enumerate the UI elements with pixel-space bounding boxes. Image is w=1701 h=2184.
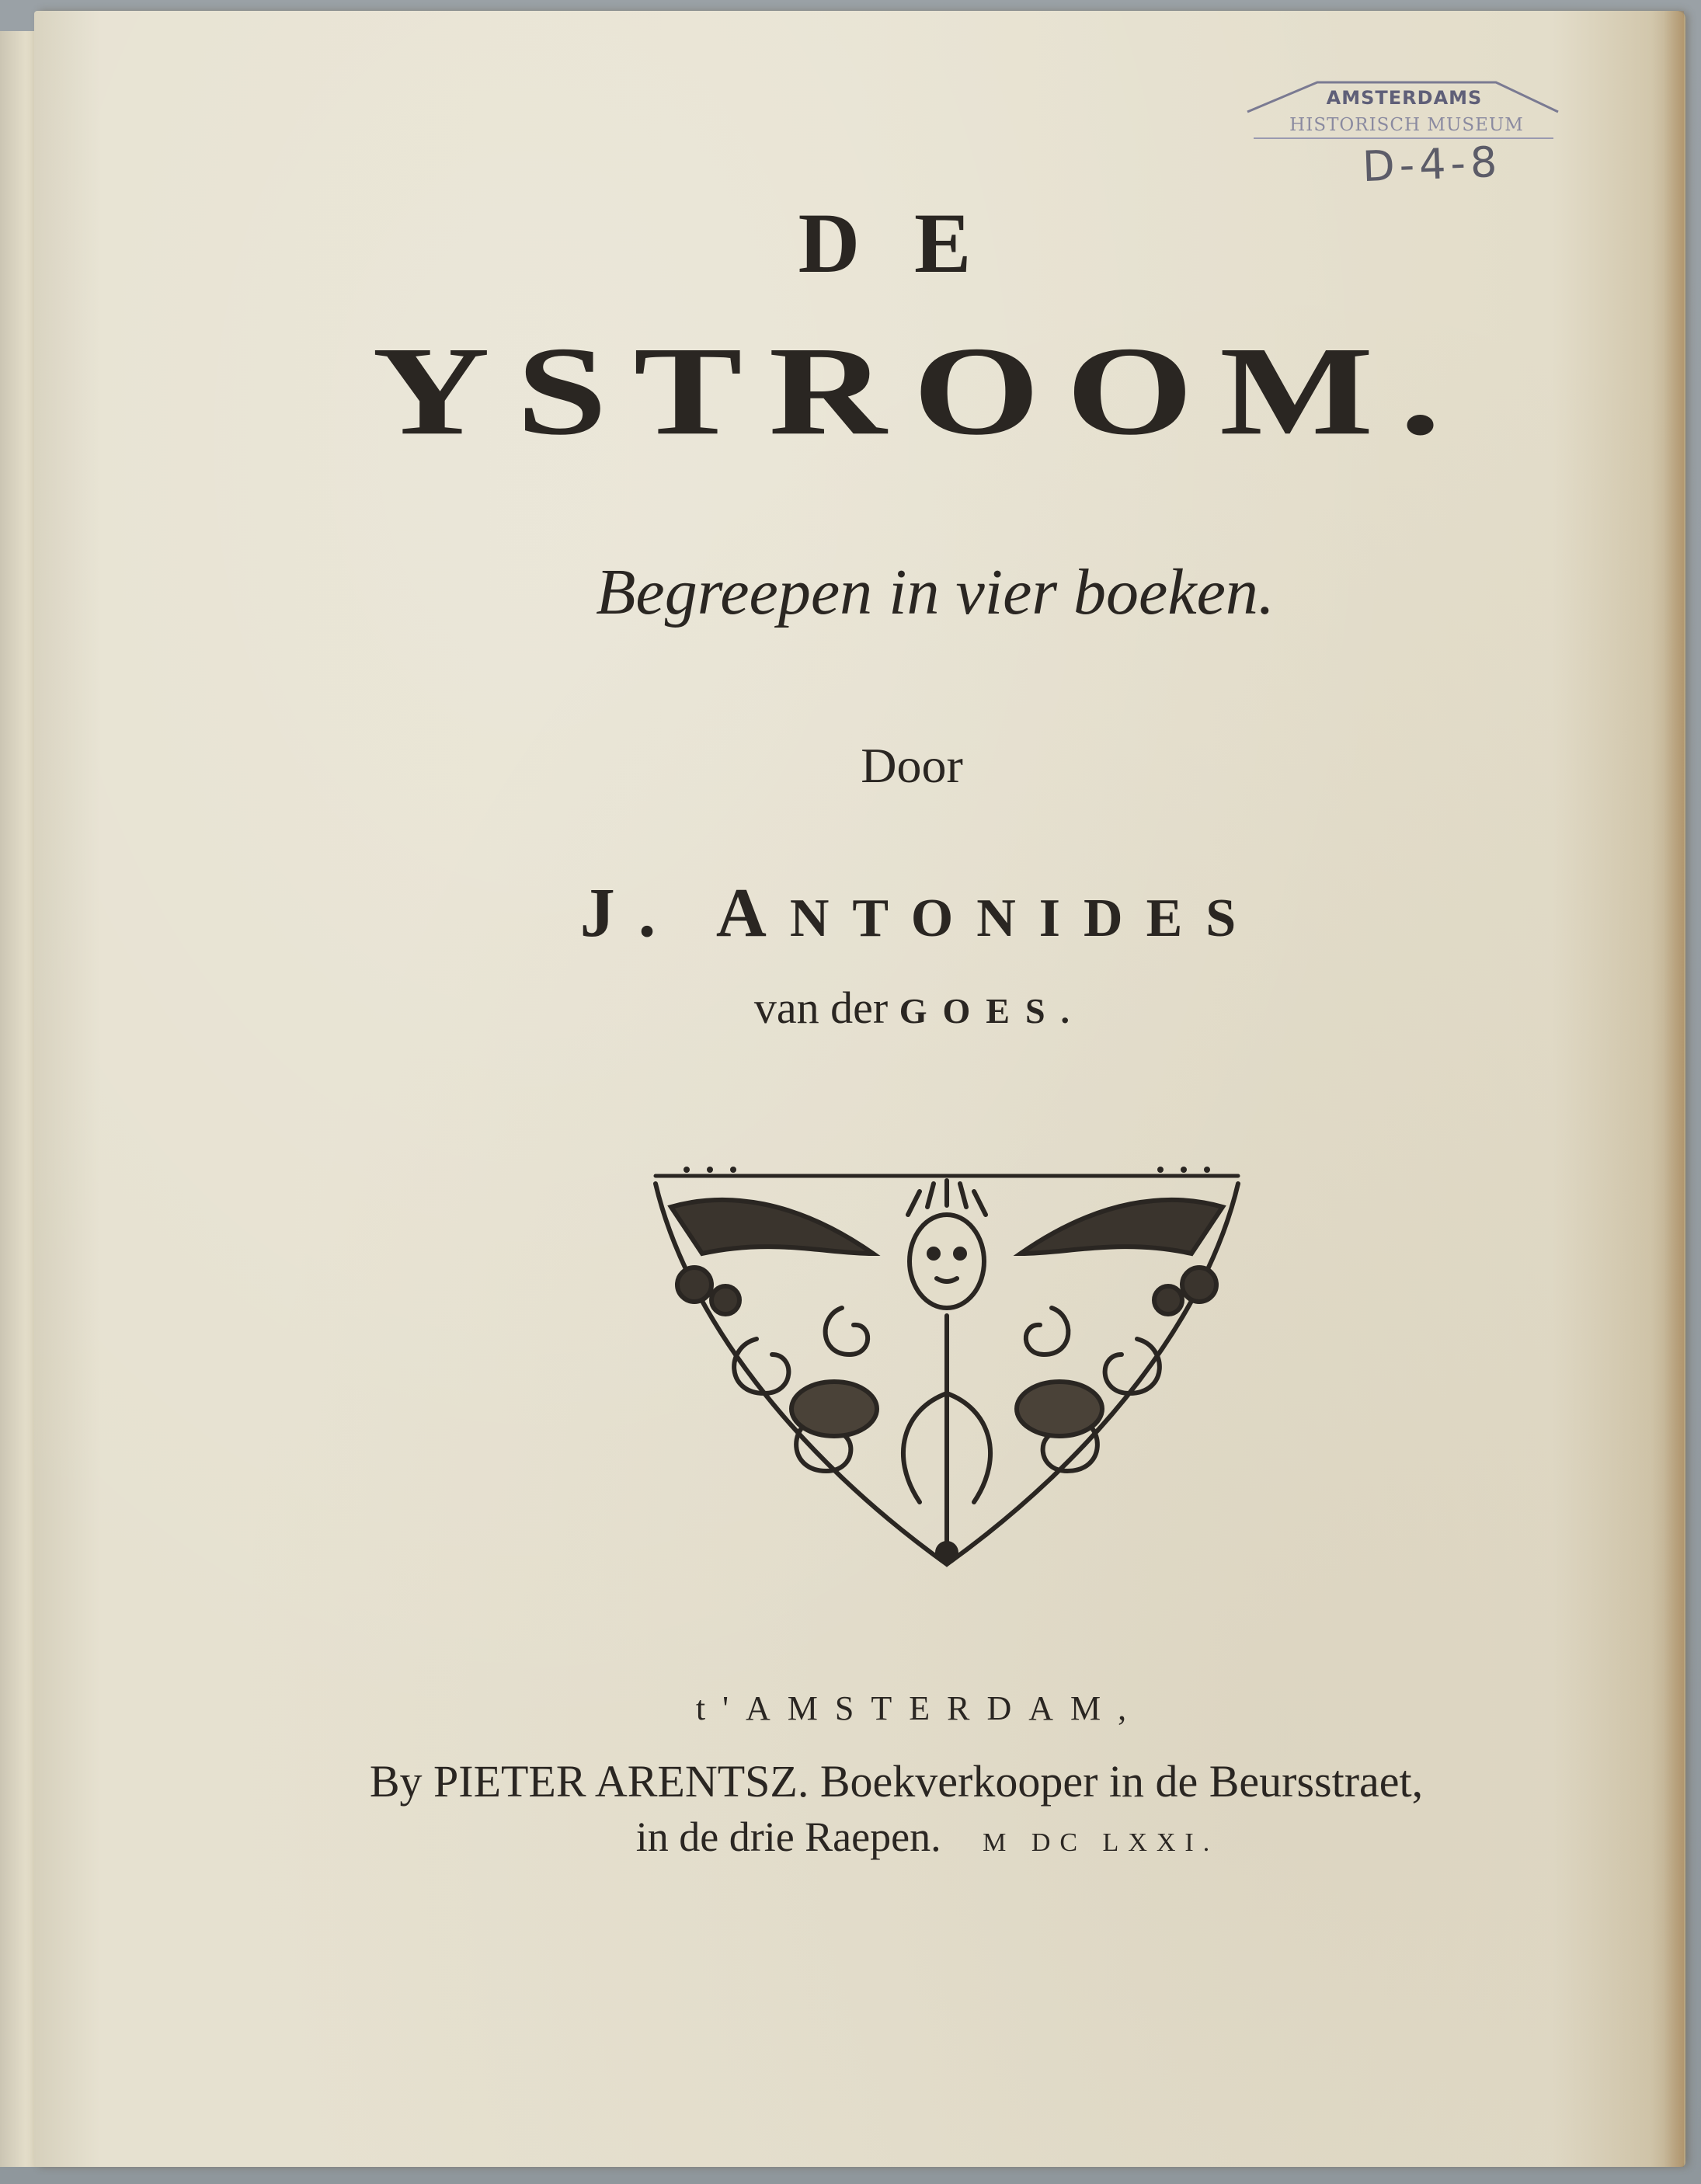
shelfmark: D-4-8 <box>1361 137 1503 192</box>
imprint-place: t'AMSTERDAM, <box>695 1689 1144 1727</box>
stamp-line-2: HISTORISCH MUSEUM <box>1289 115 1524 135</box>
author-prefix: van der <box>753 982 889 1033</box>
author-capital: A <box>715 875 790 951</box>
author-surname: NTONIDES <box>789 889 1260 948</box>
title-de: DE <box>798 196 1026 290</box>
subtitle: Begreepen in vier boeken. <box>596 556 1275 628</box>
imprint-address-text: in de drie Raepen. <box>635 1814 941 1860</box>
author-name <box>438 873 1401 953</box>
imprint-year: M DC LXXI. <box>983 1828 1219 1857</box>
title-page <box>34 11 1684 2167</box>
author-place-name: GOES. <box>899 991 1086 1031</box>
stamp-line-1: AMSTERDAMS <box>1326 87 1483 109</box>
byline-door: Door <box>861 738 963 793</box>
imprint-publisher: By PIETER ARENTSZ. Boekverkooper in de Beursstraet, <box>369 1756 1424 1807</box>
museum-stamp <box>1240 71 1566 141</box>
author-initial: J. <box>579 875 680 951</box>
woodcut-ornament-icon <box>640 1160 1254 1572</box>
imprint-address <box>578 1813 1277 1861</box>
author-line-2 <box>656 982 1184 1034</box>
title-main: YSTROOM. <box>372 321 1467 462</box>
